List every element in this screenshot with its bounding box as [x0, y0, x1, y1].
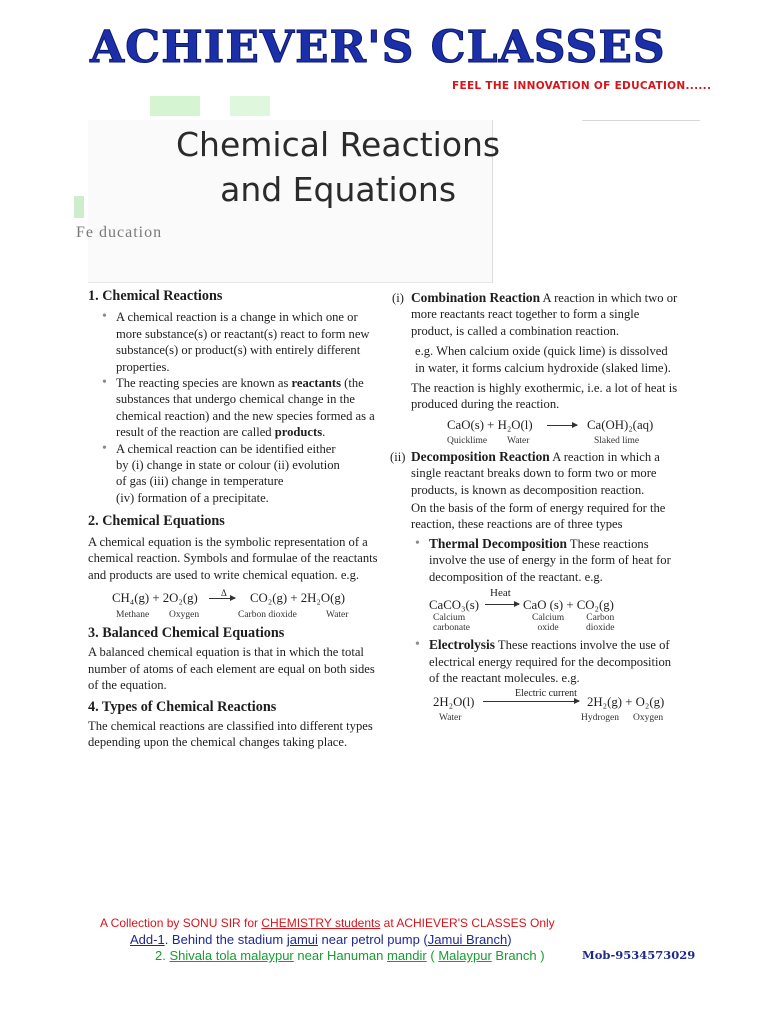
watermark-shape [230, 96, 270, 116]
mobile-number: Mob-9534573029 [582, 948, 696, 962]
bullet-list [411, 637, 678, 686]
label-water: Water [326, 609, 349, 620]
section-heading-balanced-equations: 3. Balanced Chemical Equations [88, 624, 285, 641]
equation-reactants: 2H₂O(l) [433, 695, 475, 710]
bullet-list [411, 536, 678, 585]
reaction-arrow [485, 604, 519, 605]
bullet-text: A chemical reaction is a change in which one or more substance(s) or reactant(s) react to form new substance(s) or product(s) with entirely different properties. [116, 310, 370, 374]
divider-right [582, 120, 700, 121]
footer-text: near petrol pump ( [317, 932, 428, 947]
footer-text: 2. [155, 948, 170, 963]
term-products: products [274, 425, 323, 440]
section-heading-chemical-equations: 2. Chemical Equations [88, 513, 225, 530]
paragraph: These reactions involve the use of energy in the form of heat for decomposition of the reactant. e.g. [429, 536, 671, 584]
footer-text: Malaypur [438, 948, 492, 963]
equation-methane-combustion [88, 589, 378, 623]
bullet-line: by (i) change in state or colour (ii) evolution [116, 458, 340, 473]
paragraph: e.g. When calcium oxide (quick lime) is dissolved in water, it forms calcium hydroxide (slaked lime). [415, 344, 671, 375]
equation-electrolysis-water [411, 688, 678, 726]
list-item [411, 637, 678, 686]
footer-text: CHEMISTRY students [261, 916, 381, 930]
combination-reaction-block [392, 290, 678, 449]
paragraph: The chemical reactions are classified into different types depending upon the chemical changes taking place. [88, 718, 373, 750]
equation-condition: Δ [221, 587, 227, 598]
label-calcium-carbonate: Calcium carbonate [433, 613, 470, 634]
watermark-shape [74, 196, 84, 218]
label-carbon-dioxide: Carbon dioxide [586, 613, 615, 634]
bullet-line: (iv) formation of a precipitate. [116, 490, 269, 505]
bullet-list [88, 309, 378, 506]
electrolysis-heading: Electrolysis [429, 637, 495, 653]
footer-address-1 [130, 932, 512, 947]
equation-condition: Electric current [515, 688, 577, 700]
section-heading-chemical-reactions: 1. Chemical Reactions [88, 288, 223, 304]
paragraph: On the basis of the form of energy required for the reaction, these reactions are of three types [411, 501, 666, 532]
section-heading-types-of-reactions: 4. Types of Chemical Reactions [88, 698, 277, 715]
bullet-text: . [322, 425, 326, 440]
bullet-text: (the substances that undergo chemical change in the chemical reaction) and the new species formed as a result of the reaction are called [116, 376, 375, 440]
label-hydrogen: Hydrogen [581, 713, 619, 724]
left-column [88, 288, 378, 751]
label-quicklime: Quicklime [447, 435, 488, 446]
footer-credit [100, 916, 555, 930]
list-item [98, 441, 378, 507]
item-number: (i) [392, 291, 404, 305]
paragraph: A reaction in which a single reactant breaks down to form two or more products, is known as decomposition reaction. [411, 449, 660, 497]
equation-products: CO₂(g) + 2H₂O(g) [250, 590, 346, 605]
watermark-shape [150, 96, 200, 116]
equation-reactants: CaCO₃(s) [429, 598, 479, 613]
combination-reaction-heading: Combination Reaction [411, 290, 541, 305]
bullet-line: of gas (iii) change in temperature [116, 474, 284, 489]
paragraph: The reaction is highly exothermic, i.e. a lot of heat is produced during the reaction. [411, 381, 678, 412]
reaction-arrow [483, 701, 579, 702]
reaction-arrow [209, 598, 235, 599]
footer-text: ) [507, 932, 512, 947]
list-item [411, 536, 678, 585]
paragraph: These reactions involve the use of electrical energy required for the decomposition of the reactant molecules. e.g. [429, 638, 672, 685]
equation-calcium-hydroxide [411, 417, 678, 449]
list-item [98, 375, 378, 441]
label-calcium-oxide: Calcium oxide [532, 613, 565, 634]
bullet-line: • A chemical reaction can be identified either [116, 441, 336, 456]
reaction-arrow [547, 425, 577, 426]
label-oxygen: Oxygen [633, 713, 664, 724]
footer-text: mandir [387, 948, 427, 963]
paragraph: A chemical equation is the symbolic representation of a chemical reaction. Symbols and formulae of the reactants and products are used to write chemical equation. e.g. [88, 534, 378, 582]
label-oxygen: Oxygen [169, 609, 200, 620]
paragraph: A balanced chemical equation is that in which the total number of atoms of each element are equal on both sides of the equation. [88, 645, 375, 693]
footer-text: at ACHIEVER'S CLASSES Only [380, 916, 555, 930]
equation-reactants: CH₄(g) + 2O₂(g) [112, 590, 198, 605]
right-column [392, 290, 678, 726]
brand-title: ACHIEVER'S CLASSES [90, 22, 666, 73]
page-title: Chemical Reactions and Equations [176, 125, 501, 209]
equation-products: Ca(OH)₂(aq) [587, 417, 654, 432]
term-reactants: reactants [291, 376, 341, 391]
footer-address-2 [155, 948, 545, 963]
label-water: Water [507, 435, 530, 446]
equation-calcium-carbonate [411, 587, 678, 635]
footer-text: Shivala tola malaypur [169, 948, 294, 963]
footer-text: Branch ) [491, 948, 545, 963]
tagline: FEEL THE INNOVATION OF EDUCATION...... [452, 80, 712, 92]
footer-text: near Hanuman [293, 948, 387, 963]
decomposition-reaction-block [392, 449, 678, 726]
footer-text: jamui [286, 932, 318, 947]
equation-products: CaO (s) + CO₂(g) [523, 598, 614, 613]
label-carbon-dioxide: Carbon dioxide [238, 609, 297, 620]
label-methane: Methane [116, 609, 150, 620]
watermark-text: Fe ducation [76, 224, 163, 241]
paragraph: A reaction in which two or more reactants react together to form a single product, is called a combination reaction. [411, 291, 678, 338]
footer-text: ( [426, 948, 439, 963]
footer-text: Jamui Branch [427, 932, 508, 947]
item-number: (ii) [390, 449, 406, 464]
label-water: Water [439, 713, 462, 724]
bullet-text: The reacting species are known as [116, 376, 292, 391]
list-item [98, 309, 378, 375]
label-slaked-lime: Slaked lime [594, 435, 640, 446]
footer-text: Add-1 [130, 932, 165, 947]
thermal-decomposition-heading: Thermal Decomposition [429, 535, 567, 551]
footer-text: . Behind the stadium [164, 932, 287, 947]
equation-products: 2H₂(g) + O₂(g) [587, 695, 665, 710]
equation-condition: Heat [490, 587, 511, 600]
equation-reactants: CaO(s) + H₂O(l) [447, 417, 533, 432]
footer-text: A Collection by SONU SIR for [100, 916, 262, 930]
decomposition-reaction-heading: Decomposition Reaction [411, 448, 550, 464]
